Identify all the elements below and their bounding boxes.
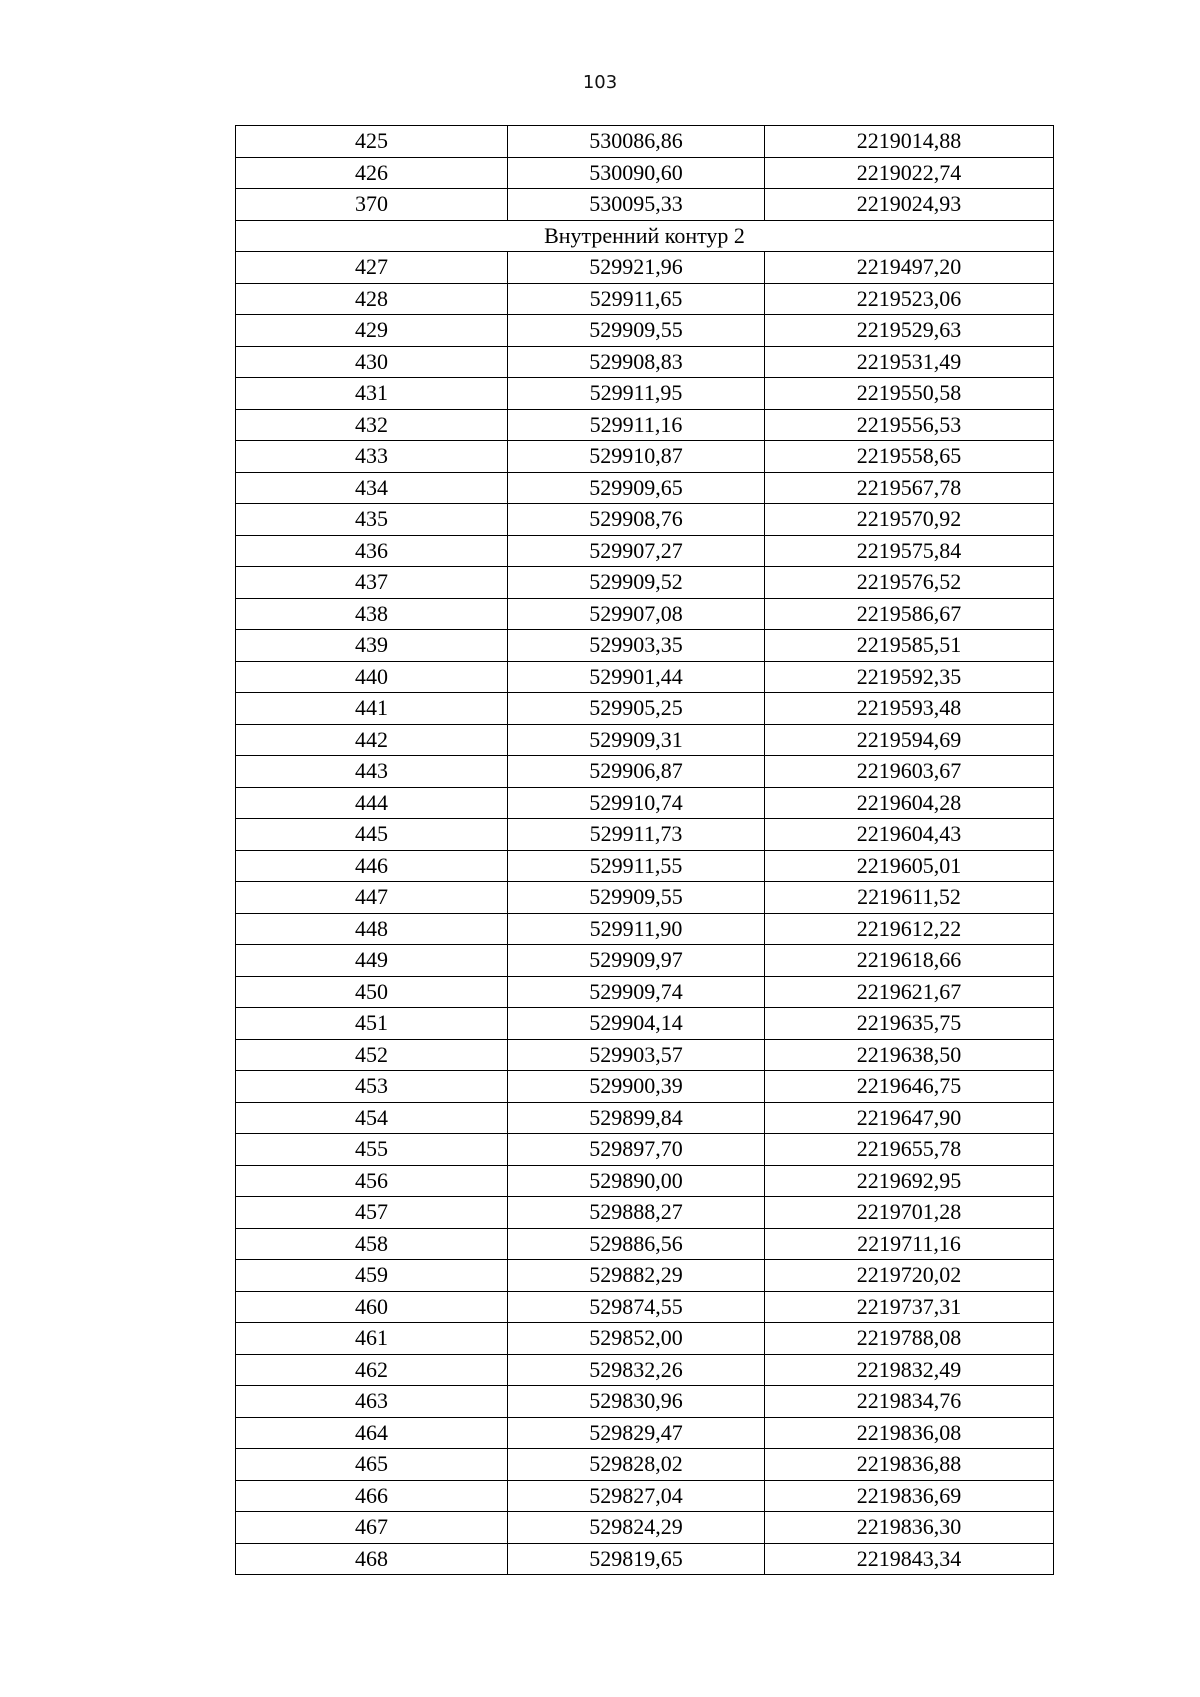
y-coordinate-cell: 2219621,67 xyxy=(765,976,1054,1008)
x-coordinate-cell: 529907,08 xyxy=(508,598,765,630)
y-coordinate-cell: 2219523,06 xyxy=(765,283,1054,315)
y-coordinate-cell: 2219612,22 xyxy=(765,913,1054,945)
table-row xyxy=(236,1417,1054,1449)
point-number-cell: 444 xyxy=(236,787,508,819)
y-coordinate-cell: 2219737,31 xyxy=(765,1291,1054,1323)
point-number-cell: 453 xyxy=(236,1071,508,1103)
x-coordinate-cell: 529903,35 xyxy=(508,630,765,662)
coordinates-table xyxy=(235,125,1054,1575)
table-row xyxy=(236,1354,1054,1386)
x-coordinate-cell: 530090,60 xyxy=(508,157,765,189)
y-coordinate-cell: 2219834,76 xyxy=(765,1386,1054,1418)
table-row xyxy=(236,1512,1054,1544)
x-coordinate-cell: 529824,29 xyxy=(508,1512,765,1544)
x-coordinate-cell: 529908,83 xyxy=(508,346,765,378)
y-coordinate-cell: 2219576,52 xyxy=(765,567,1054,599)
table-row xyxy=(236,189,1054,221)
point-number-cell: 434 xyxy=(236,472,508,504)
table-row xyxy=(236,1197,1054,1229)
table-row xyxy=(236,1260,1054,1292)
point-number-cell: 450 xyxy=(236,976,508,1008)
x-coordinate-cell: 529911,90 xyxy=(508,913,765,945)
x-coordinate-cell: 530095,33 xyxy=(508,189,765,221)
point-number-cell: 441 xyxy=(236,693,508,725)
x-coordinate-cell: 529911,55 xyxy=(508,850,765,882)
x-coordinate-cell: 529900,39 xyxy=(508,1071,765,1103)
y-coordinate-cell: 2219843,34 xyxy=(765,1543,1054,1575)
y-coordinate-cell: 2219014,88 xyxy=(765,126,1054,158)
table-row xyxy=(236,1323,1054,1355)
table-row xyxy=(236,598,1054,630)
section-title: Внутренний контур 2 xyxy=(236,220,1054,252)
table-row xyxy=(236,976,1054,1008)
y-coordinate-cell: 2219836,08 xyxy=(765,1417,1054,1449)
point-number-cell: 440 xyxy=(236,661,508,693)
point-number-cell: 426 xyxy=(236,157,508,189)
table-row xyxy=(236,787,1054,819)
point-number-cell: 433 xyxy=(236,441,508,473)
point-number-cell: 462 xyxy=(236,1354,508,1386)
x-coordinate-cell: 529909,55 xyxy=(508,315,765,347)
point-number-cell: 459 xyxy=(236,1260,508,1292)
y-coordinate-cell: 2219836,30 xyxy=(765,1512,1054,1544)
table-row xyxy=(236,1039,1054,1071)
table-row xyxy=(236,126,1054,158)
y-coordinate-cell: 2219832,49 xyxy=(765,1354,1054,1386)
y-coordinate-cell: 2219692,95 xyxy=(765,1165,1054,1197)
x-coordinate-cell: 529830,96 xyxy=(508,1386,765,1418)
point-number-cell: 460 xyxy=(236,1291,508,1323)
x-coordinate-cell: 529906,87 xyxy=(508,756,765,788)
point-number-cell: 448 xyxy=(236,913,508,945)
point-number-cell: 438 xyxy=(236,598,508,630)
x-coordinate-cell: 529890,00 xyxy=(508,1165,765,1197)
y-coordinate-cell: 2219558,65 xyxy=(765,441,1054,473)
y-coordinate-cell: 2219592,35 xyxy=(765,661,1054,693)
y-coordinate-cell: 2219556,53 xyxy=(765,409,1054,441)
y-coordinate-cell: 2219529,63 xyxy=(765,315,1054,347)
table-row xyxy=(236,1291,1054,1323)
x-coordinate-cell: 529910,74 xyxy=(508,787,765,819)
table-row xyxy=(236,378,1054,410)
y-coordinate-cell: 2219646,75 xyxy=(765,1071,1054,1103)
x-coordinate-cell: 529874,55 xyxy=(508,1291,765,1323)
x-coordinate-cell: 529901,44 xyxy=(508,661,765,693)
table-row xyxy=(236,409,1054,441)
y-coordinate-cell: 2219701,28 xyxy=(765,1197,1054,1229)
table-row xyxy=(236,504,1054,536)
table-row xyxy=(236,913,1054,945)
x-coordinate-cell: 529903,57 xyxy=(508,1039,765,1071)
point-number-cell: 454 xyxy=(236,1102,508,1134)
point-number-cell: 455 xyxy=(236,1134,508,1166)
y-coordinate-cell: 2219593,48 xyxy=(765,693,1054,725)
x-coordinate-cell: 529852,00 xyxy=(508,1323,765,1355)
table-row xyxy=(236,693,1054,725)
x-coordinate-cell: 529909,55 xyxy=(508,882,765,914)
table-row xyxy=(236,535,1054,567)
point-number-cell: 466 xyxy=(236,1480,508,1512)
y-coordinate-cell: 2219497,20 xyxy=(765,252,1054,284)
table-row xyxy=(236,157,1054,189)
point-number-cell: 432 xyxy=(236,409,508,441)
point-number-cell: 435 xyxy=(236,504,508,536)
x-coordinate-cell: 529921,96 xyxy=(508,252,765,284)
point-number-cell: 468 xyxy=(236,1543,508,1575)
point-number-cell: 428 xyxy=(236,283,508,315)
point-number-cell: 456 xyxy=(236,1165,508,1197)
point-number-cell: 439 xyxy=(236,630,508,662)
x-coordinate-cell: 529911,65 xyxy=(508,283,765,315)
y-coordinate-cell: 2219836,88 xyxy=(765,1449,1054,1481)
x-coordinate-cell: 529909,31 xyxy=(508,724,765,756)
y-coordinate-cell: 2219024,93 xyxy=(765,189,1054,221)
table-row xyxy=(236,1165,1054,1197)
y-coordinate-cell: 2219586,67 xyxy=(765,598,1054,630)
coordinates-table-body xyxy=(236,126,1054,1575)
table-row xyxy=(236,1386,1054,1418)
point-number-cell: 436 xyxy=(236,535,508,567)
point-number-cell: 430 xyxy=(236,346,508,378)
table-row xyxy=(236,315,1054,347)
y-coordinate-cell: 2219605,01 xyxy=(765,850,1054,882)
point-number-cell: 370 xyxy=(236,189,508,221)
y-coordinate-cell: 2219638,50 xyxy=(765,1039,1054,1071)
table-row xyxy=(236,567,1054,599)
y-coordinate-cell: 2219570,92 xyxy=(765,504,1054,536)
x-coordinate-cell: 529888,27 xyxy=(508,1197,765,1229)
table-row xyxy=(236,472,1054,504)
table-row xyxy=(236,661,1054,693)
y-coordinate-cell: 2219711,16 xyxy=(765,1228,1054,1260)
y-coordinate-cell: 2219604,43 xyxy=(765,819,1054,851)
table-row xyxy=(236,1480,1054,1512)
x-coordinate-cell: 529904,14 xyxy=(508,1008,765,1040)
table-row xyxy=(236,1543,1054,1575)
x-coordinate-cell: 529910,87 xyxy=(508,441,765,473)
y-coordinate-cell: 2219635,75 xyxy=(765,1008,1054,1040)
x-coordinate-cell: 529886,56 xyxy=(508,1228,765,1260)
y-coordinate-cell: 2219788,08 xyxy=(765,1323,1054,1355)
point-number-cell: 425 xyxy=(236,126,508,158)
table-row xyxy=(236,252,1054,284)
y-coordinate-cell: 2219603,67 xyxy=(765,756,1054,788)
table-row xyxy=(236,945,1054,977)
point-number-cell: 442 xyxy=(236,724,508,756)
table-row xyxy=(236,819,1054,851)
x-coordinate-cell: 529909,65 xyxy=(508,472,765,504)
point-number-cell: 458 xyxy=(236,1228,508,1260)
y-coordinate-cell: 2219575,84 xyxy=(765,535,1054,567)
y-coordinate-cell: 2219585,51 xyxy=(765,630,1054,662)
y-coordinate-cell: 2219836,69 xyxy=(765,1480,1054,1512)
x-coordinate-cell: 529911,16 xyxy=(508,409,765,441)
table-row xyxy=(236,882,1054,914)
table-row xyxy=(236,1449,1054,1481)
x-coordinate-cell: 530086,86 xyxy=(508,126,765,158)
point-number-cell: 457 xyxy=(236,1197,508,1229)
point-number-cell: 449 xyxy=(236,945,508,977)
table-row xyxy=(236,1134,1054,1166)
table-row xyxy=(236,1071,1054,1103)
y-coordinate-cell: 2219647,90 xyxy=(765,1102,1054,1134)
x-coordinate-cell: 529819,65 xyxy=(508,1543,765,1575)
point-number-cell: 461 xyxy=(236,1323,508,1355)
point-number-cell: 451 xyxy=(236,1008,508,1040)
x-coordinate-cell: 529909,52 xyxy=(508,567,765,599)
point-number-cell: 431 xyxy=(236,378,508,410)
y-coordinate-cell: 2219655,78 xyxy=(765,1134,1054,1166)
y-coordinate-cell: 2219604,28 xyxy=(765,787,1054,819)
page-number: 103 xyxy=(582,72,618,93)
y-coordinate-cell: 2219550,58 xyxy=(765,378,1054,410)
x-coordinate-cell: 529897,70 xyxy=(508,1134,765,1166)
section-heading-row xyxy=(236,220,1054,252)
x-coordinate-cell: 529909,97 xyxy=(508,945,765,977)
point-number-cell: 463 xyxy=(236,1386,508,1418)
x-coordinate-cell: 529827,04 xyxy=(508,1480,765,1512)
y-coordinate-cell: 2219618,66 xyxy=(765,945,1054,977)
point-number-cell: 443 xyxy=(236,756,508,788)
table-row xyxy=(236,630,1054,662)
table-row xyxy=(236,1228,1054,1260)
table-row xyxy=(236,756,1054,788)
table-row xyxy=(236,283,1054,315)
table-row xyxy=(236,1008,1054,1040)
point-number-cell: 437 xyxy=(236,567,508,599)
table-row xyxy=(236,850,1054,882)
x-coordinate-cell: 529899,84 xyxy=(508,1102,765,1134)
point-number-cell: 429 xyxy=(236,315,508,347)
y-coordinate-cell: 2219611,52 xyxy=(765,882,1054,914)
x-coordinate-cell: 529829,47 xyxy=(508,1417,765,1449)
x-coordinate-cell: 529907,27 xyxy=(508,535,765,567)
y-coordinate-cell: 2219594,69 xyxy=(765,724,1054,756)
x-coordinate-cell: 529908,76 xyxy=(508,504,765,536)
point-number-cell: 467 xyxy=(236,1512,508,1544)
x-coordinate-cell: 529905,25 xyxy=(508,693,765,725)
table-row xyxy=(236,441,1054,473)
x-coordinate-cell: 529911,95 xyxy=(508,378,765,410)
table-row xyxy=(236,724,1054,756)
x-coordinate-cell: 529909,74 xyxy=(508,976,765,1008)
x-coordinate-cell: 529911,73 xyxy=(508,819,765,851)
point-number-cell: 427 xyxy=(236,252,508,284)
table-row xyxy=(236,346,1054,378)
y-coordinate-cell: 2219720,02 xyxy=(765,1260,1054,1292)
point-number-cell: 447 xyxy=(236,882,508,914)
x-coordinate-cell: 529828,02 xyxy=(508,1449,765,1481)
point-number-cell: 452 xyxy=(236,1039,508,1071)
point-number-cell: 445 xyxy=(236,819,508,851)
point-number-cell: 446 xyxy=(236,850,508,882)
point-number-cell: 464 xyxy=(236,1417,508,1449)
x-coordinate-cell: 529832,26 xyxy=(508,1354,765,1386)
y-coordinate-cell: 2219531,49 xyxy=(765,346,1054,378)
table-row xyxy=(236,1102,1054,1134)
x-coordinate-cell: 529882,29 xyxy=(508,1260,765,1292)
point-number-cell: 465 xyxy=(236,1449,508,1481)
y-coordinate-cell: 2219567,78 xyxy=(765,472,1054,504)
y-coordinate-cell: 2219022,74 xyxy=(765,157,1054,189)
